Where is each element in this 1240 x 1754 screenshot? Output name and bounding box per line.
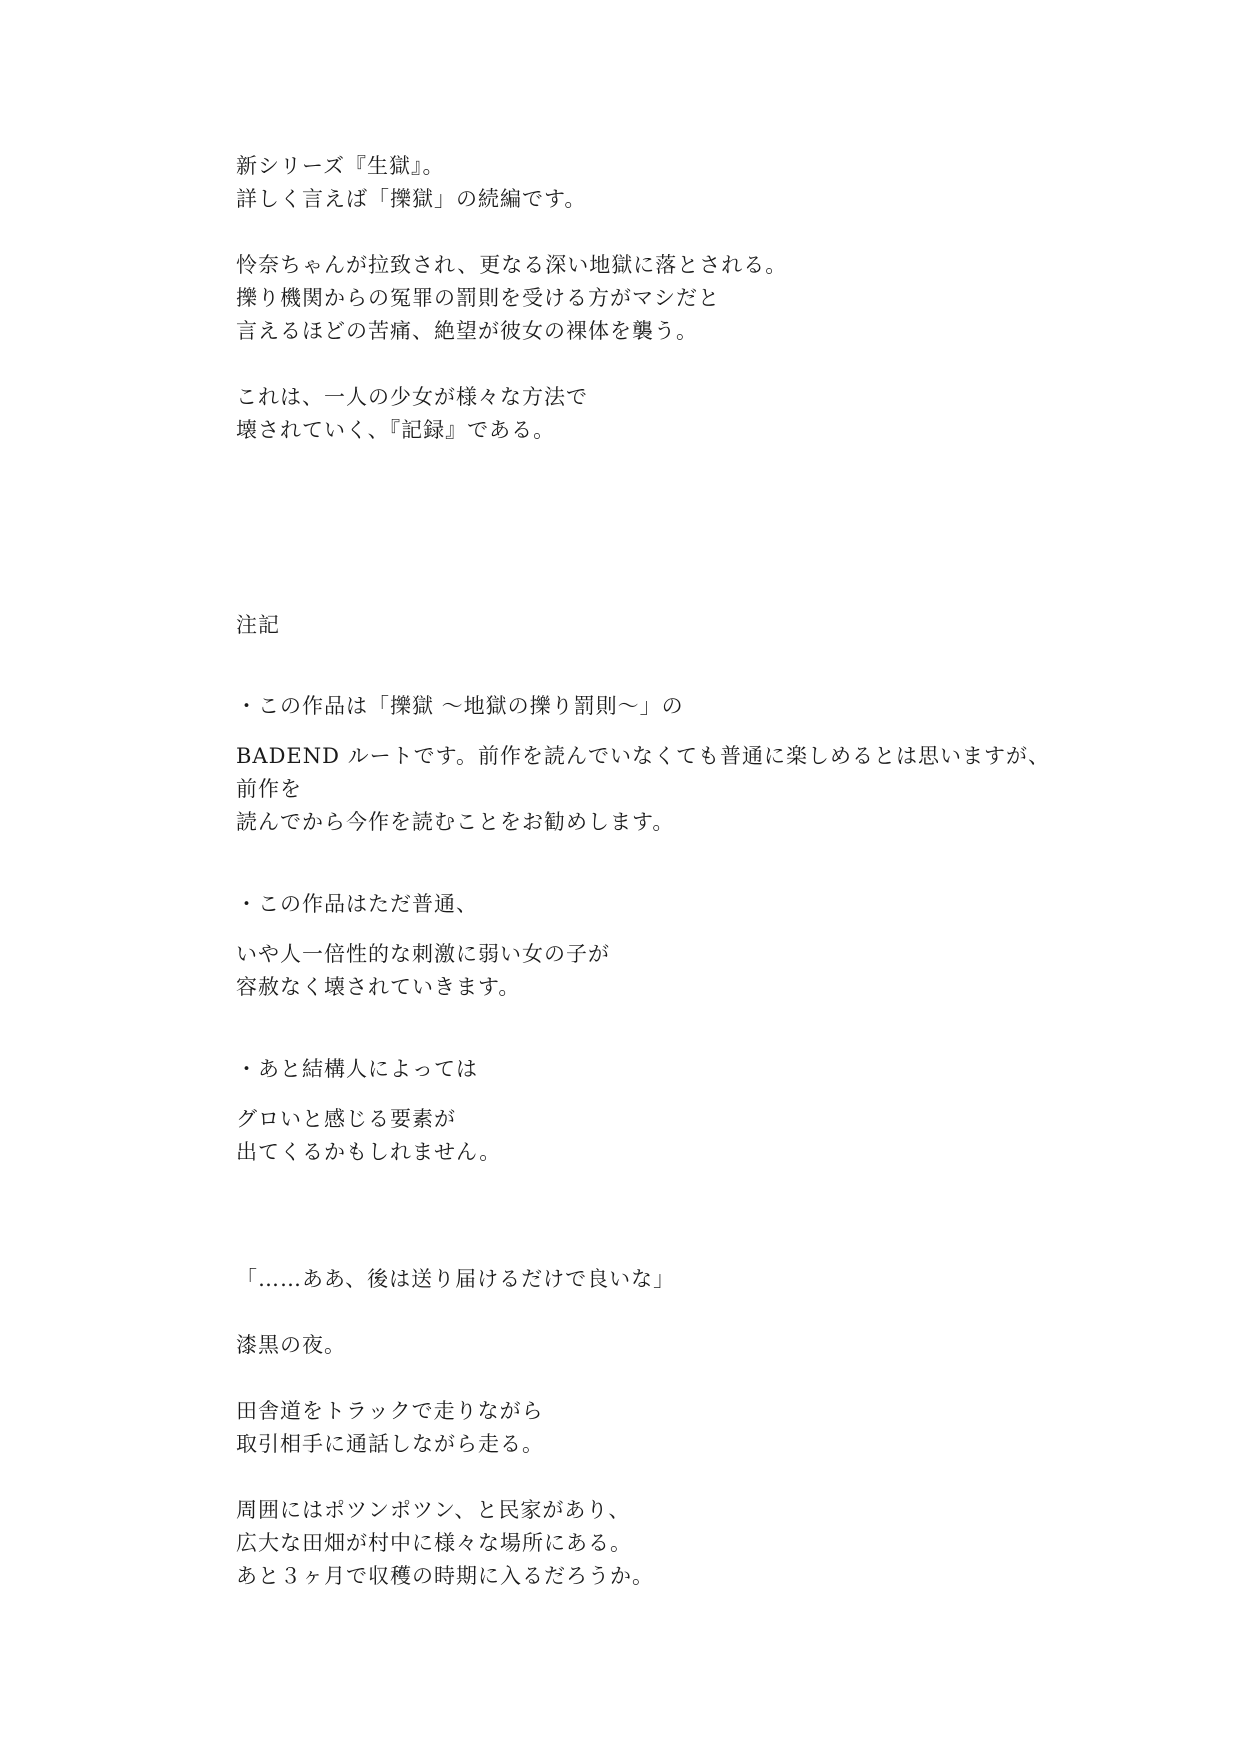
note-line: ・この作品は「擽獄 〜地獄の擽り罰則〜」の: [236, 694, 684, 718]
note-line: ・この作品はただ普通、: [236, 892, 478, 916]
intro-line: これは、一人の少女が様々な方法で: [236, 385, 588, 409]
intro-line: 言えるほどの苦痛、絶望が彼女の裸体を襲う。: [236, 319, 698, 343]
note-line: グロいと感じる要素が: [236, 1107, 456, 1131]
story-line: 取引相手に通話しながら走る。: [236, 1432, 544, 1456]
story-line: 漆黒の夜。: [236, 1333, 346, 1357]
note-line: 前作を: [236, 777, 302, 801]
intro-line: 新シリーズ『生獄』。: [236, 154, 445, 178]
note-line: 読んでから今作を読むことをお勧めします。: [236, 810, 675, 834]
intro-line: 壊されていく、『記録』である。: [236, 418, 556, 442]
intro-line: 擽り機関からの冤罪の罰則を受ける方がマシだと: [236, 286, 720, 310]
story-line: 広大な田畑が村中に様々な場所にある。: [236, 1531, 632, 1555]
note-line: いや人一倍性的な刺激に弱い女の子が: [236, 942, 610, 966]
note-line: ・あと結構人によっては: [236, 1057, 478, 1081]
story-line: 田舎道をトラックで走りながら: [236, 1399, 544, 1423]
story-line: あと３ヶ月で収穫の時期に入るだろうか。: [236, 1564, 654, 1588]
intro-line: 詳しく言えば「擽獄」の続編です。: [236, 187, 587, 211]
note-line: 出てくるかもしれません。: [236, 1140, 502, 1164]
note-line: BADEND ルートです。前作を読んでいなくても普通に楽しめるとは思いますが、: [236, 744, 1050, 768]
intro-line: 怜奈ちゃんが拉致され、更なる深い地獄に落とされる。: [236, 253, 788, 277]
story-line: 周囲にはポツンポツン、と民家があり、: [236, 1498, 631, 1522]
story-line: 「……ああ、後は送り届けるだけで良いな」: [236, 1267, 676, 1291]
notes-heading: 注記: [236, 613, 280, 637]
note-line: 容赦なく壊されていきます。: [236, 975, 521, 999]
